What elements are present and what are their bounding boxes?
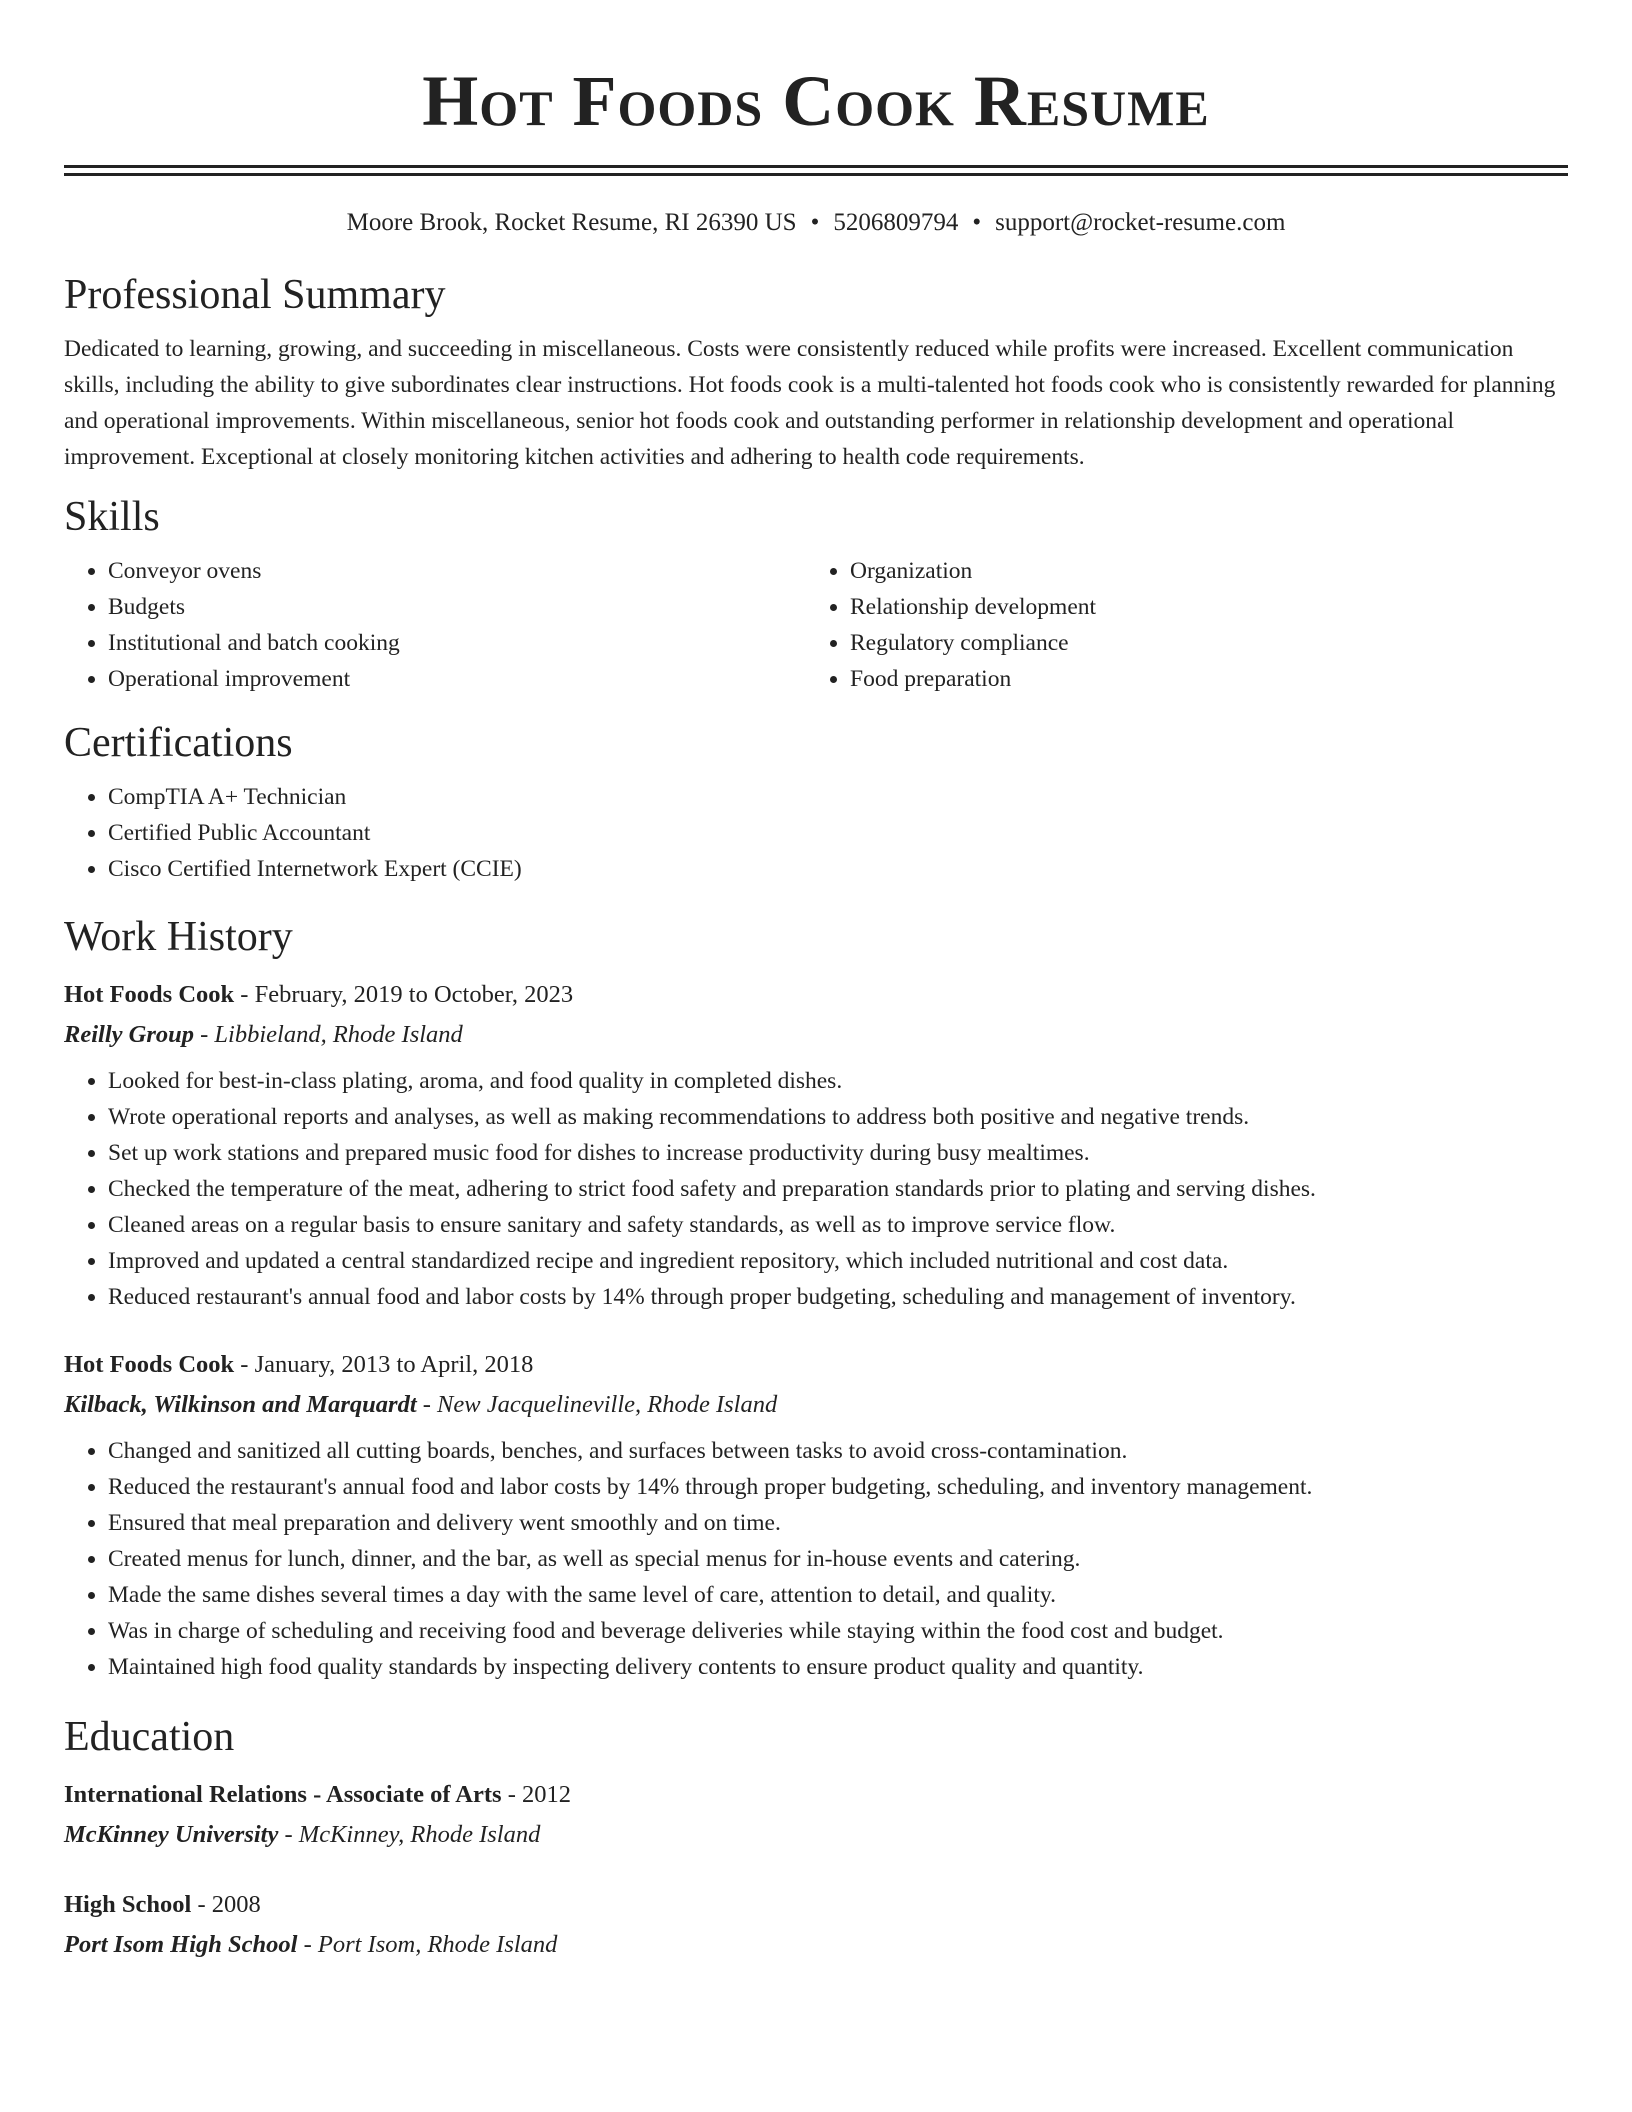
summary-heading: Professional Summary [64, 272, 446, 318]
education-year: - 2012 [501, 1781, 571, 1808]
certifications-heading: Certifications [64, 720, 293, 766]
education-school-line [64, 1925, 1568, 1965]
summary-text: Dedicated to learning, growing, and succeeding in miscellaneous. Costs were consistently reduced while profits were increased. Excellent communication skills, including the ability to give subordinates clear instructions. Hot foods cook is a multi-talented hot foods cook who is consistently rewarded for planning and operational improvements. Within miscellaneous, senior hot foods cook and outstanding performer in relationship development and operational improvement. Exceptional at closely monitoring kitchen activities and adhering to health code requirements. [64, 336, 1556, 470]
job-duties-list [64, 1063, 1568, 1315]
skill-item: • Regulatory compliance [850, 625, 1566, 661]
skill-item: • Conveyor ovens [108, 553, 806, 589]
education-school-line [64, 1815, 1568, 1855]
education-degree-line [64, 1775, 1568, 1815]
education-entry [64, 1885, 1568, 1965]
education-school: McKinney University [64, 1821, 279, 1848]
skill-item: • Relationship development [850, 589, 1566, 625]
job-duty-item: • Cleaned areas on a regular basis to ensure sanitary and safety standards, as well as to improve service flow. [108, 1207, 1568, 1243]
education-location: - Port Isom, Rhode Island [297, 1931, 558, 1958]
job-company: Kilback, Wilkinson and Marquardt [64, 1391, 417, 1418]
skill-item: • Organization [850, 553, 1566, 589]
job-title-line [64, 1345, 1568, 1385]
job-duty-item: • Set up work stations and prepared music food for dishes to increase productivity during busy mealtimes. [108, 1135, 1568, 1171]
skill-item: • Institutional and batch cooking [108, 625, 806, 661]
job-entry [64, 975, 1568, 1315]
contact-address: Moore Brook, Rocket Resume, RI 26390 US [346, 209, 797, 236]
job-duty-item: • Made the same dishes several times a day with the same level of care, attention to detail, and quality. [108, 1577, 1568, 1613]
job-company: Reilly Group [64, 1021, 194, 1048]
skills-grid [64, 553, 1568, 697]
job-dates: - January, 2013 to April, 2018 [234, 1351, 534, 1378]
work-history-heading: Work History [64, 914, 293, 960]
education-location: - McKinney, Rhode Island [278, 1821, 541, 1848]
job-duty-item: • Ensured that meal preparation and delivery went smoothly and on time. [108, 1505, 1568, 1541]
job-duty-item: • Changed and sanitized all cutting boards, benches, and surfaces between tasks to avoid cross-contamination. [108, 1433, 1568, 1469]
job-company-line [64, 1385, 1568, 1425]
education-degree: International Relations - Associate of Arts [64, 1781, 502, 1808]
certification-item: • CompTIA A+ Technician [108, 779, 1568, 815]
job-duty-item: • Reduced the restaurant's annual food and labor costs by 14% through proper budgeting, scheduling, and inventory management. [108, 1469, 1568, 1505]
skill-item: • Operational improvement [108, 661, 806, 697]
job-duty-item: • Looked for best-in-class plating, aroma, and food quality in completed dishes. [108, 1063, 1568, 1099]
job-entry [64, 1345, 1568, 1685]
certifications-list [64, 779, 1568, 887]
job-location: - New Jacquelineville, Rhode Island [416, 1391, 778, 1418]
job-duty-item: • Improved and updated a central standardized recipe and ingredient repository, which included nutritional and cost data. [108, 1243, 1568, 1279]
contact-line [64, 207, 1568, 239]
job-duty-item: • Reduced restaurant's annual food and labor costs by 14% through proper budgeting, scheduling and management of inventory. [108, 1279, 1568, 1315]
skills-list-left [64, 553, 806, 697]
job-duty-item: • Was in charge of scheduling and receiving food and beverage deliveries while staying within the food cost and budget. [108, 1613, 1568, 1649]
skills-list-right [806, 553, 1566, 697]
education-entry [64, 1775, 1568, 1855]
title-double-rule [64, 165, 1568, 176]
job-title-line [64, 975, 1568, 1015]
resume-title: Hot Foods Cook Resume [422, 61, 1210, 141]
job-dates: - February, 2019 to October, 2023 [234, 981, 574, 1008]
education-degree-line [64, 1885, 1568, 1925]
job-title: Hot Foods Cook [64, 1351, 235, 1378]
contact-email: support@rocket-resume.com [995, 209, 1286, 236]
job-company-line [64, 1015, 1568, 1055]
job-title: Hot Foods Cook [64, 981, 235, 1008]
contact-separator: • [810, 209, 820, 236]
education-year: - 2008 [191, 1891, 261, 1918]
contact-separator: • [972, 209, 982, 236]
education-heading: Education [64, 1714, 235, 1760]
job-duties-list [64, 1433, 1568, 1685]
job-location: - Libbieland, Rhode Island [194, 1021, 463, 1048]
certification-item: • Certified Public Accountant [108, 815, 1568, 851]
certification-item: • Cisco Certified Internetwork Expert (CCIE) [108, 851, 1568, 887]
education-school: Port Isom High School [64, 1931, 298, 1958]
job-duty-item: • Checked the temperature of the meat, adhering to strict food safety and preparation standards prior to plating and serving dishes. [108, 1171, 1568, 1207]
contact-phone: 5206809794 [833, 209, 959, 236]
job-duty-item: • Wrote operational reports and analyses, as well as making recommendations to address both positive and negative trends. [108, 1099, 1568, 1135]
skill-item: • Budgets [108, 589, 806, 625]
job-duty-item: • Created menus for lunch, dinner, and the bar, as well as special menus for in-house events and catering. [108, 1541, 1568, 1577]
skill-item: • Food preparation [850, 661, 1566, 697]
education-degree: High School [64, 1891, 192, 1918]
job-duty-item: • Maintained high food quality standards by inspecting delivery contents to ensure product quality and quantity. [108, 1649, 1568, 1685]
skills-heading: Skills [64, 494, 160, 540]
